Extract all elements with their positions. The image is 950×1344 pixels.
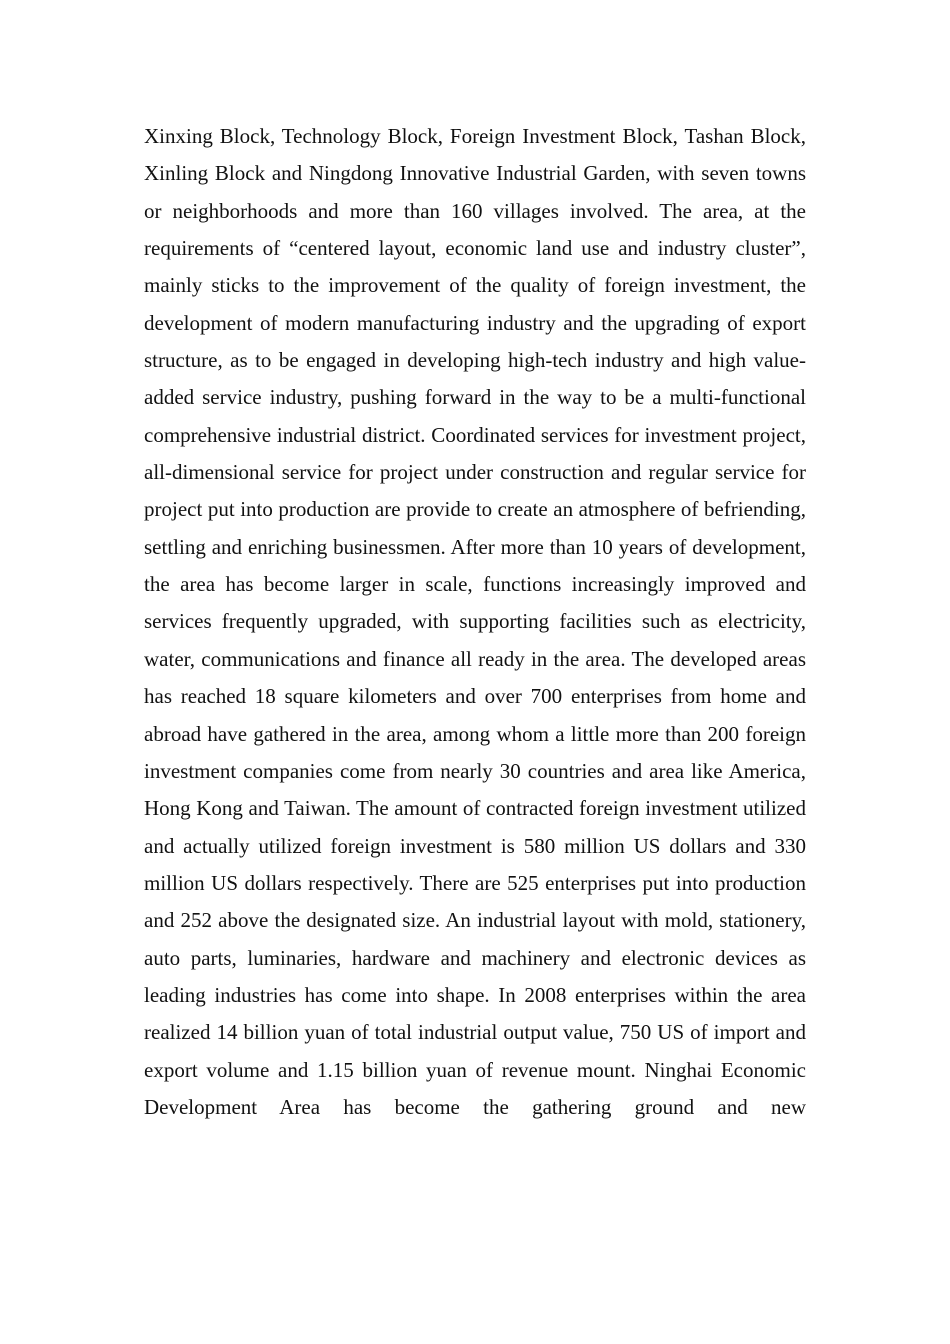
body-paragraph: Xinxing Block, Technology Block, Foreign Investment Block, Tashan Block, Xinling Block and Ningdong Innovative Industrial Garden, with seven towns or neighborhoods and more than 160 villages involved. The area, at the requirements of “centered layout, economic land use and industry cluster”, mainly sticks to the improvement of the quality of foreign investment, the development of modern manufacturing industry and the upgrading of export structure, as to be engaged in developing high-tech industry and high value-added service industry, pushing forward in the way to be a multi-functional comprehensive industrial district. Coordinated services for investment project, all-dimensional service for project under construction and regular service for project put into production are provide to create an atmosphere of befriending, settling and enriching businessmen. After more than 10 years of development, the area has become larger in scale, functions increasingly improved and services frequently upgraded, with supporting facilities such as electricity, water, communications and finance all ready in the area. The developed areas has reached 18 square kilometers and over 700 enterprises from home and abroad have gathered in the area, among whom a little more than 200 foreign investment companies come from nearly 30 countries and area like America, Hong Kong and Taiwan. The amount of contracted foreign investment utilized and actually utilized foreign investment is 580 million US dollars and 330 million US dollars respectively. There are 525 enterprises put into production and 252 above the designated size. An industrial layout with mold, stationery, auto parts, luminaries, hardware and machinery and electronic devices as leading industries has come into shape. In 2008 enterprises within the area realized 14 billion yuan of total industrial output value, 750 US of import and export volume and 1.15 billion yuan of revenue mount. Ninghai Economic Development Area has become the gathering ground and new: [144, 124, 806, 1119]
